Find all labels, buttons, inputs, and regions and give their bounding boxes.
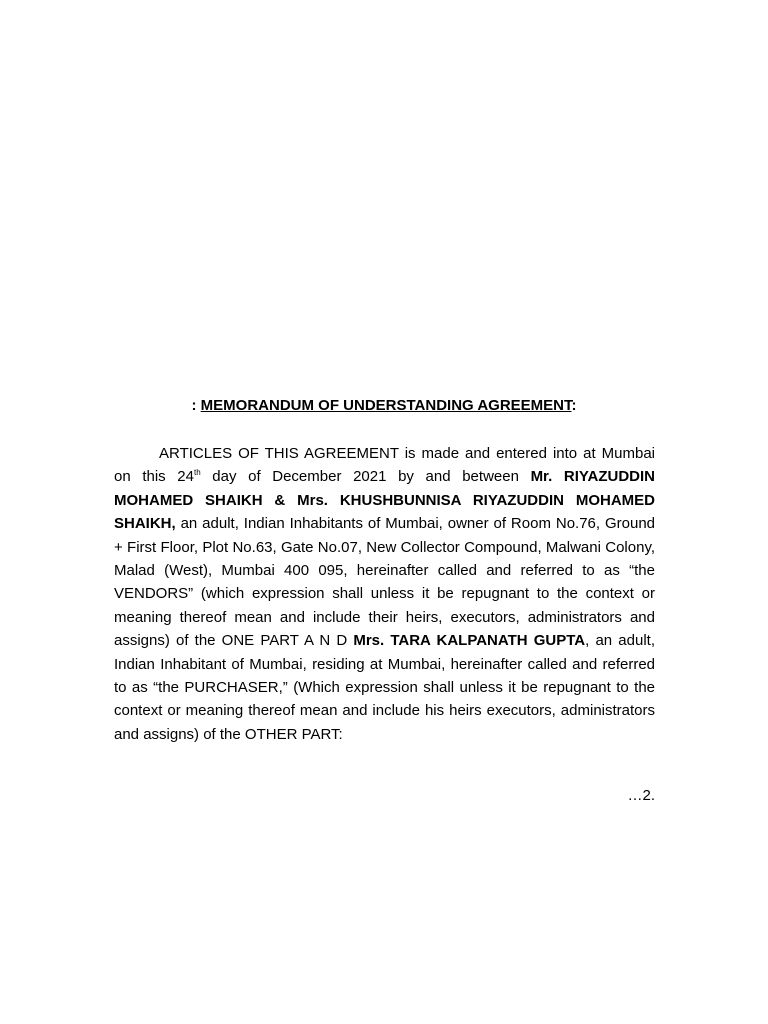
purchaser-description: , an adult, Indian Inhabitant of Mumbai, residing at Mumbai, hereinafter called and referred to as “the PURCHASER,” (Which expression shall unless it be repugnant to the context or meaning thereof mean and include his heirs executors, administrators and assigns) of the OTHER PART:: [114, 632, 655, 743]
title-prefix: :: [191, 397, 201, 414]
page-continuation-marker: …2.: [627, 787, 655, 804]
vendors-description: an adult, Indian Inhabitants of Mumbai, owner of Room No.76, Ground + First Floor, Plot No.63, Gate No.07, New Collector Compound, Malwani Colony, Malad (West), Mumbai 400 095, hereinafter called and referred to as “the VENDORS” (which expression shall unless it be repugnant to the context or meaning thereof mean and include their heirs, executors, administrators and assigns) of the ONE PART A N D: [114, 515, 655, 650]
vendors-names: Mr. RIYAZUDDIN MOHAMED SHAIKH & Mrs. KHUSHBUNNISA RIYAZUDDIN MOHAMED SHAIKH,: [114, 468, 655, 533]
ordinal-suffix: th: [193, 468, 201, 478]
paragraph-intro: ARTICLES OF THIS AGREEMENT is made and entered into at Mumbai on this 24: [114, 445, 655, 486]
paragraph-date: day of December 2021 by and between: [200, 468, 531, 486]
agreement-paragraph: [114, 442, 655, 746]
title-text: MEMORANDUM OF UNDERSTANDING AGREEMENT: [200, 397, 572, 414]
purchaser-name: Mrs. TARA KALPANATH GUPTA: [353, 632, 586, 650]
title-suffix: :: [571, 397, 577, 414]
document-title: [0, 396, 768, 416]
